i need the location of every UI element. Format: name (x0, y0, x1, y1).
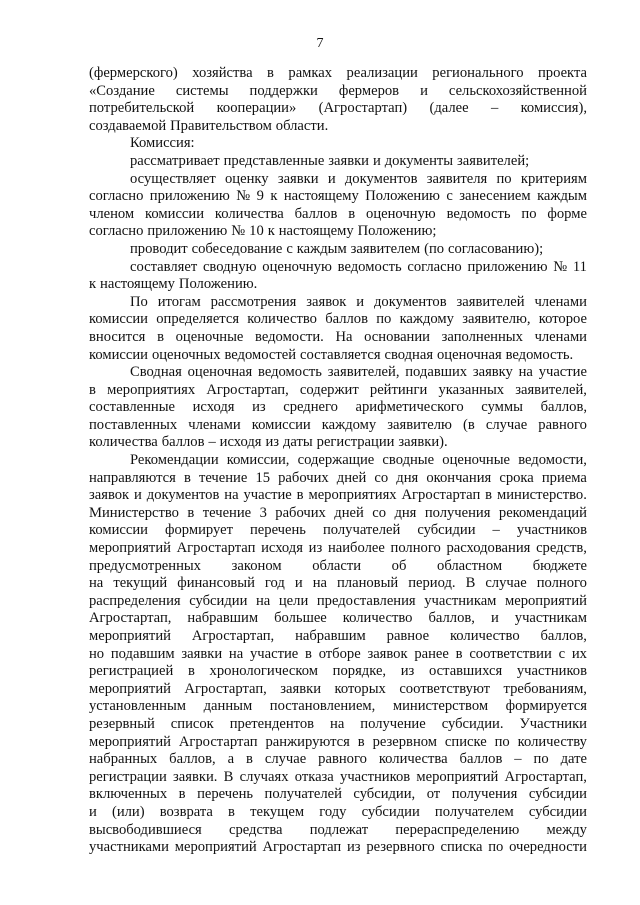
text-line: к настоящему Положению. (89, 276, 258, 293)
text-line: комиссии оценочных ведомостей составляется сводная оценочная ведомость. (89, 346, 574, 363)
text-line: включенных в перечень получателей субсидии, от получения субсидии (89, 786, 587, 803)
text-line: мероприятий Агростартап ранжируются в резервном списке по количеству (89, 733, 587, 750)
text-line: высвободившиеся средства подлежат перераспределению между (89, 821, 587, 838)
text-line: членом комиссии количества баллов в оценочную ведомость по форме (89, 205, 587, 222)
page-number: 7 (316, 36, 324, 51)
text-line: вносится в оценочные ведомости. На основании заполненных членами (89, 328, 587, 345)
text-line: резервный список претендентов на получение субсидии. Участники (89, 715, 587, 732)
text-line: комиссии формирует перечень получателей субсидии – участников (89, 522, 587, 539)
text-line: составленные исходя из среднего арифметического суммы баллов, (89, 399, 587, 416)
text-line: составляет сводную оценочную ведомость согласно приложению № 11 (130, 258, 587, 275)
text-line: Агростартап, набравшим большее количество баллов, и участникам (89, 610, 587, 627)
text-line: осуществляет оценку заявки и документов заявителя по критериям (130, 170, 587, 187)
body-text (89, 65, 587, 857)
text-line: направляются в течение 15 рабочих дней со дня окончания срока приема (89, 469, 587, 486)
text-line: но подавшим заявки на участие в отборе заявок ранее в соответствии с их (89, 645, 587, 662)
text-line: создаваемой Правительством области. (89, 117, 329, 134)
text-line: «Создание системы поддержки фермеров и сельскохозяйственной (89, 82, 587, 99)
text-line: Комиссия: (130, 135, 195, 152)
text-line: мероприятий Агростартап, набравшим равное количество баллов, (89, 628, 587, 644)
text-line: (фермерского) хозяйства в рамках реализации регионального проекта (89, 65, 587, 81)
text-line: регистрацией в хронологическом порядке, из оставшихся участников (89, 663, 587, 680)
text-line: заявок и документов на участие в мероприятиях Агростартап в министерство. (89, 487, 587, 504)
text-line: на текущий финансовый год и на плановый период. В случае полного (89, 575, 587, 592)
text-line: Министерство в течение 3 рабочих дней со дня получения рекомендаций (89, 504, 587, 521)
text-line: предусмотренных законом области об областном бюджете (89, 557, 587, 574)
text-line: потребительской кооперации» (Агростартап) (далее – комиссия), (89, 100, 587, 117)
text-line: согласно приложению № 9 к настоящему Положению с занесением каждым (89, 188, 587, 205)
text-line: Сводная оценочная ведомость заявителей, подавших заявку на участие (130, 364, 587, 381)
text-line: установленным данным постановлением, министерством формируется (89, 698, 587, 715)
text-line: мероприятий Агростартап исходя из наиболее полного расходования средств, (89, 540, 587, 557)
text-line: количества баллов – исходя из даты регистрации заявки). (89, 434, 448, 451)
text-line: По итогам рассмотрения заявок и документов заявителей членами (130, 293, 587, 310)
text-line: регистрации заявки. В случаях отказа участников мероприятий Агростартап, (89, 768, 587, 785)
text-line: мероприятий Агростартап, заявки которых соответствуют требованиям, (89, 680, 587, 697)
text-line: поставленных членами комиссии каждому заявителю (в случае равного (89, 416, 587, 433)
text-line: рассматривает представленные заявки и документы заявителей; (130, 152, 530, 169)
text-line: и (или) возврата в текущем году субсидии получателем субсидии (89, 803, 587, 820)
text-line: согласно приложению № 10 к настоящему Положению; (89, 223, 437, 240)
text-line: проводит собеседование с каждым заявителем (по согласованию); (130, 240, 544, 257)
text-line: набранных баллов, а в случае равного количества баллов – по дате (89, 751, 587, 768)
text-line: распределения субсидии на цели предоставления участникам мероприятий (89, 592, 587, 609)
text-line: комиссии определяется количество баллов по каждому заявителю, которое (89, 311, 587, 328)
text-line: Рекомендации комиссии, содержащие сводные оценочные ведомости, (130, 452, 587, 469)
text-line: участниками мероприятий Агростартап из резервного списка по очередности (89, 839, 587, 856)
text-line: в мероприятиях Агростартап, содержит рейтинги указанных заявителей, (89, 381, 587, 398)
